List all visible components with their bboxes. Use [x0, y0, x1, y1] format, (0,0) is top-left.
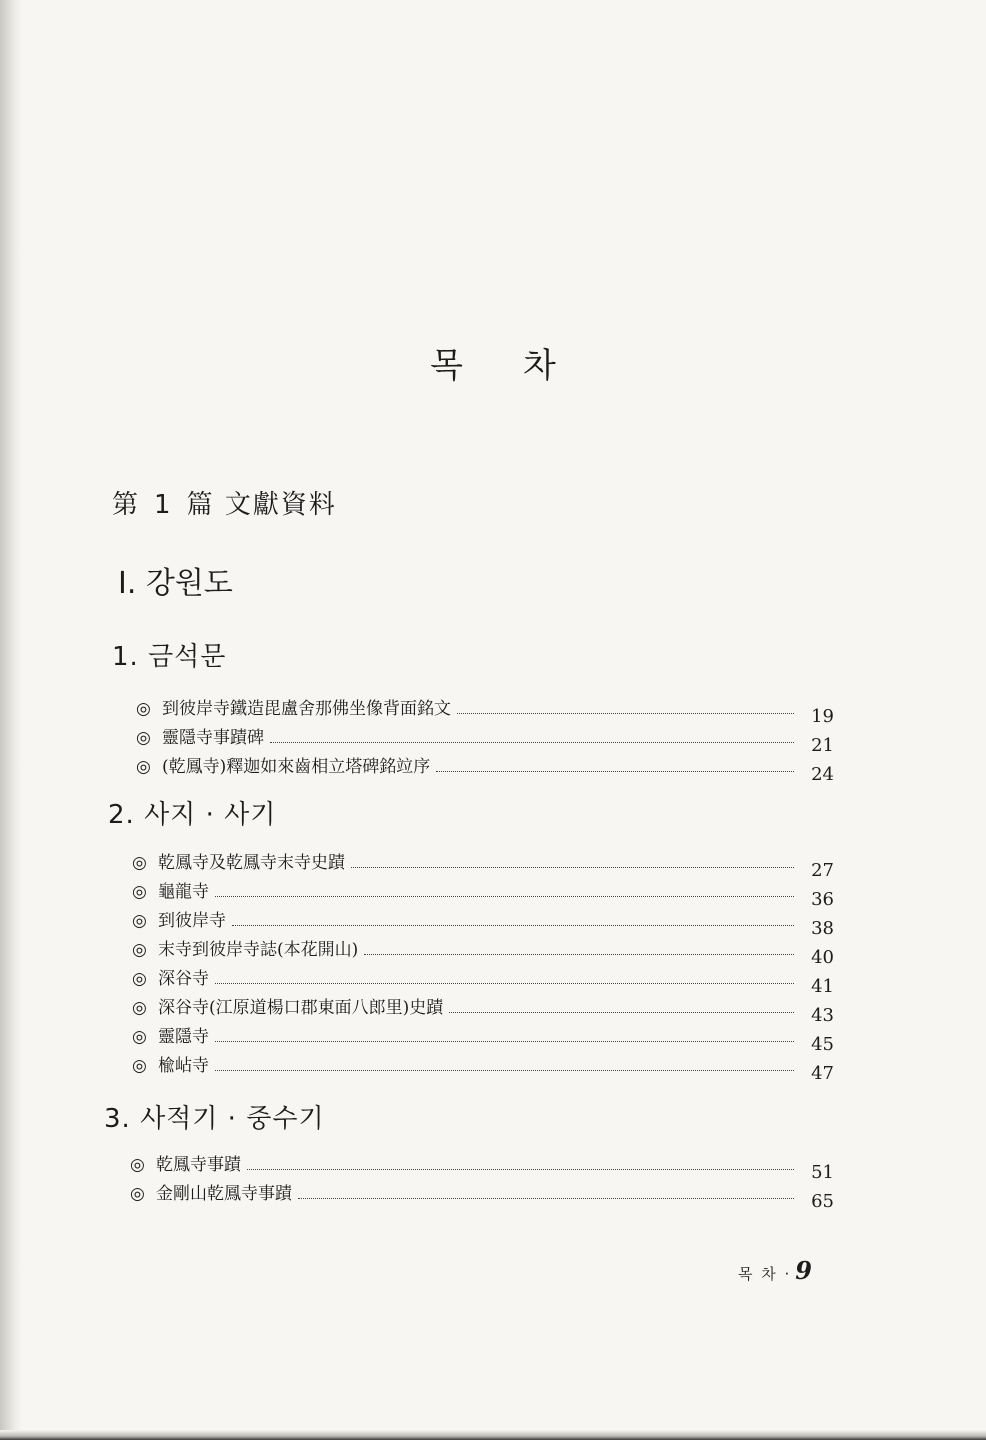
double-circle-icon: ◎	[136, 699, 151, 719]
toc-entry-title: 金剛山乾鳳寺事蹟	[156, 1184, 292, 1204]
toc-entry-page: 65	[811, 1191, 834, 1212]
part-prefix: 第	[112, 490, 141, 520]
page-number: 9	[795, 1256, 814, 1285]
double-circle-icon: ◎	[132, 882, 147, 902]
page-title	[0, 338, 986, 387]
toc-entry-page: 19	[811, 706, 834, 727]
toc-entry-title: 乾鳳寺及乾鳳寺末寺史蹟	[158, 853, 345, 873]
double-circle-icon: ◎	[130, 1184, 145, 1204]
toc-entry[interactable]	[132, 993, 834, 1026]
toc-entry-title: 到彼岸寺	[158, 911, 226, 931]
toc-entry-title: (乾鳳寺)釋迦如來齒相立塔碑銘竝序	[162, 757, 431, 777]
toc-entry-page: 40	[811, 947, 834, 968]
dot-leader	[247, 1168, 794, 1170]
part-number: 1	[154, 490, 173, 520]
toc-entry-page: 45	[811, 1034, 834, 1055]
toc-entry[interactable]	[136, 694, 834, 727]
page-title-left: 목	[430, 346, 463, 386]
double-circle-icon: ◎	[132, 1056, 147, 1076]
dot-leader	[449, 1011, 794, 1013]
part-suffix: 篇 文獻資料	[186, 490, 337, 520]
toc-entry-page: 38	[811, 918, 834, 939]
toc-entry-title: 深谷寺	[158, 969, 209, 989]
double-circle-icon: ◎	[132, 969, 147, 989]
dot-leader	[232, 924, 794, 926]
dot-leader	[215, 982, 794, 984]
toc-entry-title: 楡岾寺	[158, 1056, 209, 1076]
double-circle-icon: ◎	[132, 940, 147, 960]
dot-leader	[215, 895, 794, 897]
footer-label: 목 차 ·	[738, 1265, 792, 1283]
toc-entry-page: 47	[811, 1063, 834, 1084]
page-title-right: 차	[523, 346, 556, 386]
page-footer	[738, 1256, 814, 1285]
toc-entry-title: 深谷寺(江原道楊口郡東面八郎里)史蹟	[158, 998, 444, 1018]
section-heading-2: 2. 사지 · 사기	[108, 800, 277, 830]
dot-leader	[215, 1040, 794, 1042]
toc-entry-page: 27	[811, 860, 834, 881]
toc-entry-title: 龜龍寺	[158, 882, 209, 902]
dot-leader	[457, 712, 794, 714]
toc-entry-title: 末寺到彼岸寺誌(本花開山)	[158, 940, 359, 960]
dot-leader	[351, 866, 794, 868]
toc-entry[interactable]	[130, 1150, 834, 1183]
section-heading-1: 1. 금석문	[112, 642, 227, 672]
toc-entry[interactable]	[132, 964, 834, 997]
dot-leader	[436, 770, 794, 772]
toc-entry[interactable]	[132, 1051, 834, 1084]
page-edge-shadow	[0, 0, 22, 1440]
dot-leader	[364, 953, 794, 955]
double-circle-icon: ◎	[136, 757, 151, 777]
double-circle-icon: ◎	[132, 1027, 147, 1047]
section-heading-3: 3. 사적기 · 중수기	[104, 1104, 325, 1134]
toc-entry-page: 24	[811, 764, 834, 785]
toc-entry-page: 21	[811, 735, 834, 756]
toc-entry[interactable]	[136, 723, 834, 756]
toc-entry[interactable]	[132, 1022, 834, 1055]
toc-entry-title: 靈隱寺事蹟碑	[162, 728, 264, 748]
double-circle-icon: ◎	[130, 1155, 145, 1175]
dot-leader	[215, 1069, 794, 1071]
toc-entry-page: 43	[811, 1005, 834, 1026]
double-circle-icon: ◎	[132, 853, 147, 873]
toc-entry[interactable]	[132, 906, 834, 939]
double-circle-icon: ◎	[136, 728, 151, 748]
toc-entry[interactable]	[136, 752, 834, 785]
toc-entry-page: 36	[811, 889, 834, 910]
dot-leader	[270, 741, 794, 743]
dot-leader	[298, 1197, 794, 1199]
toc-entry-page: 51	[811, 1162, 834, 1183]
page-bottom-shadow	[0, 1430, 986, 1440]
double-circle-icon: ◎	[132, 998, 147, 1018]
toc-entry[interactable]	[132, 935, 834, 968]
toc-entry-title: 靈隱寺	[158, 1027, 209, 1047]
double-circle-icon: ◎	[132, 911, 147, 931]
toc-entry[interactable]	[132, 877, 834, 910]
toc-entry-title: 到彼岸寺鐵造毘盧舍那佛坐像背面銘文	[162, 699, 451, 719]
toc-entry[interactable]	[132, 848, 834, 881]
toc-entry-title: 乾鳳寺事蹟	[156, 1155, 241, 1175]
part-heading	[112, 484, 337, 521]
region-heading: Ⅰ. 강원도	[118, 566, 233, 601]
toc-entry-page: 41	[811, 976, 834, 997]
toc-entry[interactable]	[130, 1179, 834, 1212]
